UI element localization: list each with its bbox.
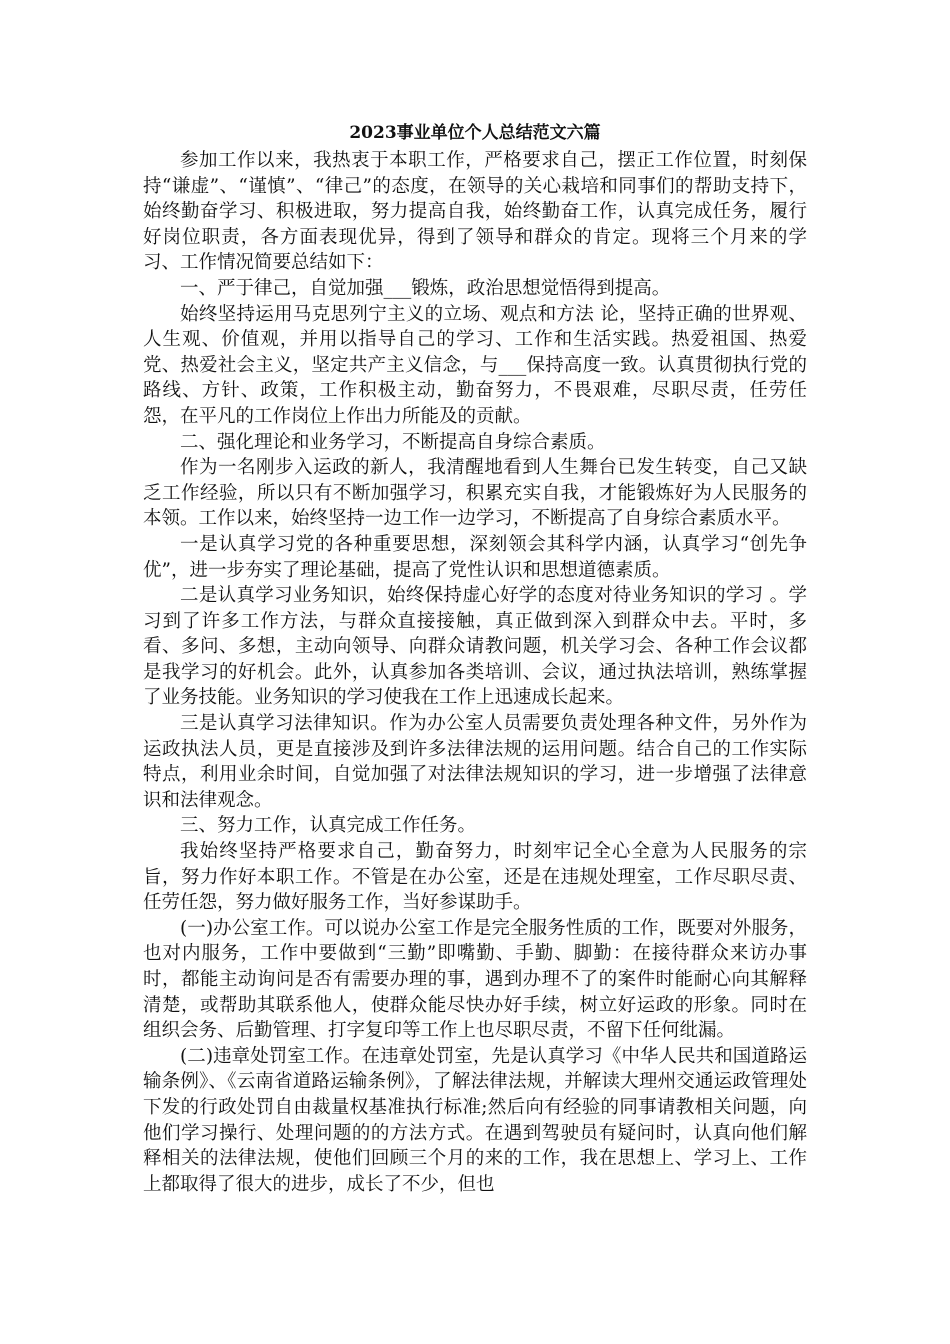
section-heading-2: 二、强化理论和业务学习，不断提高自身综合素质。 (180, 431, 606, 453)
section-heading-3: 三、努力工作，认真完成工作任务。 (180, 815, 477, 837)
paragraph: (一)办公室工作。可以说办公室工作是完全服务性质的工作，既要对外服务，也对内服务，工作中要做到“三勤”即嘴勤、手勤、脚勤：在接待群众来访办事时，都能主动询问是否有需要办理的事，遇到办理不了的案件时能耐心向其解释清楚，或帮助其联系他人，使群众能尽快办好手续，树立好运政的形象。同时在组织会务、后勤管理、打字复印等工作上也尽职尽责，不留下任何纰漏。 (143, 917, 807, 1042)
paragraph: 三是认真学习法律知识。作为办公室人员需要负责处理各种文件，另外作为运政执法人员，更是直接涉及到许多法律法规的运用问题。结合自己的工作实际特点，利用业余时间，自觉加强了对法律法规知识的学习，进一步增强了法律意识和法律观念。 (143, 713, 807, 811)
document-page (143, 120, 807, 1197)
section-heading-1: 一、严于律己，自觉加强___锻炼，政治思想觉悟得到提高。 (180, 277, 671, 299)
paragraph: (二)违章处罚室工作。在违章处罚室，先是认真学习《中华人民共和国道路运输条例》、《云南省道路运输条例》，了解法律法规，并解读大理州交通运政管理处下发的行政处罚自由裁量权基准执行标准;然后向有经验的同事请教相关问题，向他们学习操行、处理问题的的方法方式。在遇到驾驶员有疑问时，认真向他们解释相关的法律法规，使他们回顾三个月的来的工作，我在思想上、学习上、工作上都取得了很大的进步，成长了不少，但也 (143, 1045, 807, 1195)
paragraph: 始终坚持运用马克思列宁主义的立场、观点和方法 论，坚持正确的世界观、人生观、价值观，并用以指导自己的学习、工作和生活实践。热爱祖国、热爱党、热爱社会主义，坚定共产主义信念，与___保持高度一致。认真贯彻执行党的路线、方针、政策，工作积极主动，勤奋努力，不畏艰难，尽职尽责，任劳任怨，在平凡的工作岗位上作出力所能及的贡献。 (143, 303, 807, 427)
paragraph: 二是认真学习业务知识，始终保持虚心好学的态度对待业务知识的学习 。学习到了许多工作方法，与群众直接接触，真正做到深入到群众中去。平时，多看、多问、多想，主动向领导、向群众请教问题，机关学习会、各种工作会议都是我学习的好机会。此外，认真参加各类培训、会议，通过执法培训，熟练掌握了业务技能。业务知识的学习使我在工作上迅速成长起来。 (143, 585, 807, 709)
paragraph: 我始终坚持严格要求自己，勤奋努力，时刻牢记全心全意为人民服务的宗旨，努力作好本职工作。不管是在办公室，还是在违规处理室，工作尽职尽责、任劳任怨，努力做好服务工作，当好参谋助手。 (143, 841, 807, 914)
paragraph: 作为一名刚步入运政的新人，我清醒地看到人生舞台已发生转变，自己又缺乏工作经验，所以只有不断加强学习，积累充实自我，才能锻炼好为人民服务的本领。工作以来，始终坚持一边工作一边学习，不断提高了自身综合素质水平。 (143, 457, 807, 530)
paragraph: 一是认真学习党的各种重要思想，深刻领会其科学内涵，认真学习“创先争优”，进一步夯实了理论基础，提高了党性认识和思想道德素质。 (143, 533, 807, 581)
document-title: 2023事业单位个人总结范文六篇 (349, 123, 601, 143)
paragraph-intro: 参加工作以来，我热衷于本职工作，严格要求自己，摆正工作位置，时刻保持“谦虚”、“谨慎”、“律己”的态度，在领导的关心栽培和同事们的帮助支持下，始终勤奋学习、积极进取，努力提高自我，始终勤奋工作，认真完成任务，履行好岗位职责，各方面表现优异，得到了领导和群众的肯定。现将三个月来的学习、工作情况简要总结如下： (143, 150, 807, 274)
